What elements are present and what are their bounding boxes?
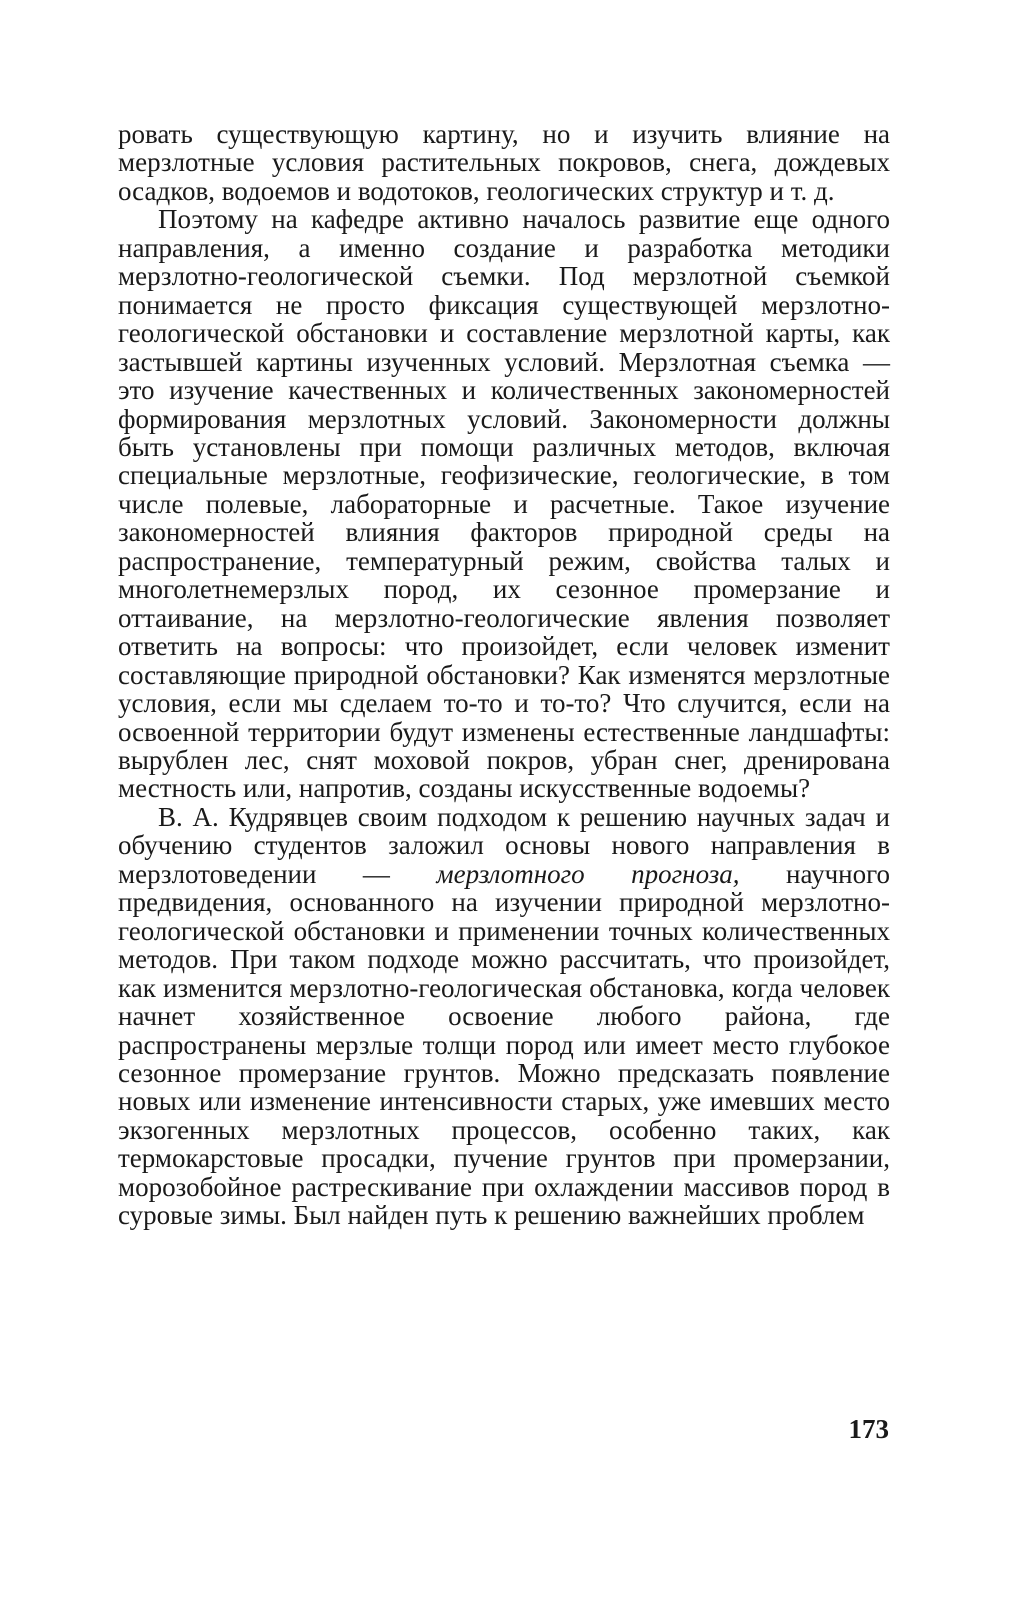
paragraph-2: Поэтому на кафедре активно началось развитие еще одного направления, а именно создание и разработка методики мерзлотно-геологической съемки. Под мерзлотной съемкой понимается не просто фиксация существующей мерзлотно-геологической обстановки и составление мерзлотной карты, как застывшей картины изученных условий. Мерзлотная съемка — это изучение качественных и количественных закономерностей формирования мерзлотных условий. Закономерности должны быть установлены при помощи различных методов, включая специальные мерзлотные, геофизические, геологические, в том числе полевые, лабораторные и расчетные. Такое изучение закономерностей влияния факторов природной среды на распространение, температурный режим, свойства талых и многолетнемерзлых пород, их сезонное промерзание и оттаивание, на мерзлотно-геологические явления позволяет ответить на вопросы: что произойдет, если человек изменит составляющие природной обстановки? Как изменятся мерзлотные условия, если мы сделаем то-то и то-то? Что случится, если на освоенной территории будут изменены естественные ландшафты: вырублен лес, снят моховой покров, убран снег, дренирована местность или, напротив, созданы искусственные водоемы? — [118, 204, 890, 804]
page-number: 173 — [848, 1414, 889, 1444]
italic-term: мерзлотного прогноза, — [436, 858, 740, 889]
paragraph-3-end: научного предвидения, основанного на изучении природной мерзлотно-геологической обстановки и применении точных количественных методов. При таком подходе можно рассчитать, что произойдет, как изменится мерзлотно-геологическая обстановка, когда человек начнет хозяйственное освоение любого района, где распространены мерзлые толщи пород или имеет место глубокое сезонное промерзание грунтов. Можно предсказать появление новых или изменение интенсивности старых, уже имевших место экзогенных мерзлотных процессов, особенно таких, как термокарстовые просадки, пучение грунтов при промерзании, морозобойное растрескивание при охлаждении массивов пород в суровые зимы. Был найден путь к решению важнейших проблем — [118, 858, 890, 1231]
paragraph-3 — [118, 803, 890, 1230]
paragraph-1: ровать существующую картину, но и изучить влияние на мерзлотные условия растительных покровов, снега, дождевых осадков, водоемов и водотоков, геологических структур и т. д. — [118, 119, 890, 206]
body-text — [118, 120, 890, 1230]
paragraph-3-start: В. А. Кудрявцев своим подходом к решению научных задач и обучению студентов заложил основы нового направления в мерзлотоведении — — [118, 801, 890, 889]
